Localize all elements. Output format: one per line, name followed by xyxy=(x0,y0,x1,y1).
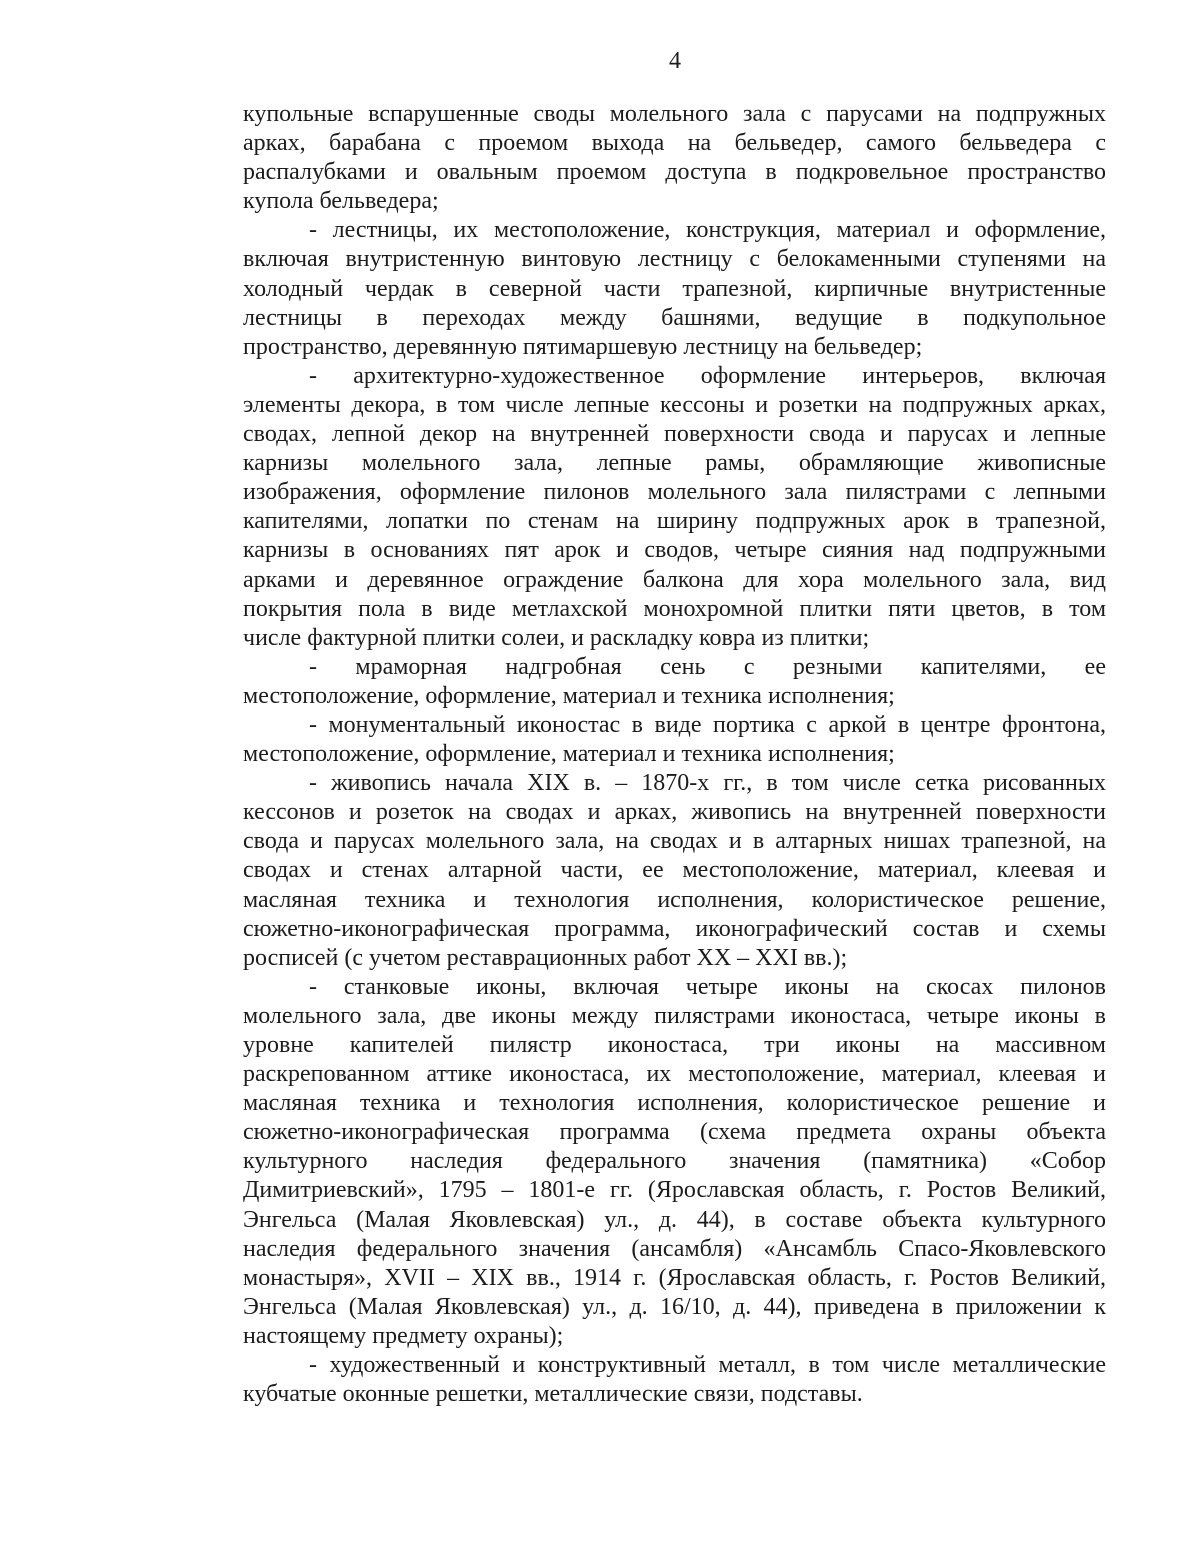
text-line: арками и деревянное ограждение балкона для хора молельного зала, вид xyxy=(243,566,1106,593)
text-line: - художественный и конструктивный металл, в том числе металлические xyxy=(309,1352,1106,1379)
text-line: распалубками и овальным проемом доступа в подкровельное пространство xyxy=(243,159,1106,186)
paragraph-metal xyxy=(243,1351,1106,1409)
text-line: холодный чердак в северной части трапезной, кирпичные внутристенные xyxy=(243,275,1106,302)
text-line: элементы декора, в том числе лепные кессоны и розетки на подпружных арках, xyxy=(243,391,1106,418)
text-line: сводах, лепной декор на внутренней поверхности свода и парусах и лепные xyxy=(243,421,1106,448)
text-line: уровне капителей пилястр иконостаса, три иконы на массивном xyxy=(243,1032,1106,1058)
text-line: Димитриевский», 1795 – 1801-е гг. (Ярославская область, г. Ростов Великий, xyxy=(243,1177,1106,1204)
text-line: свода и парусах молельного зала, на сводах и в алтарных нишах трапезной, на xyxy=(243,828,1106,855)
paragraph-iconostasis xyxy=(243,711,1106,769)
paragraph-painting xyxy=(243,769,1106,973)
text-line: - живопись начала XIX в. – 1870-х гг., в том числе сетка рисованных xyxy=(309,770,1106,797)
text-line: кубчатые оконные решетки, металлические связи, подставы. xyxy=(243,1381,863,1408)
paragraph-canopy xyxy=(243,653,1106,711)
text-line: сюжетно-иконографическая программа (схема предмета охраны объекта xyxy=(243,1119,1106,1146)
paragraph-vaults xyxy=(243,100,1106,216)
document-body xyxy=(243,100,1106,1409)
text-line: капителями, лопатки по стенам на ширину подпружных арок в трапезной, xyxy=(243,508,1106,535)
text-line: числе фактурной плитки солеи, и раскладку ковра из плитки; xyxy=(243,624,870,651)
text-line: раскрепованном аттике иконостаса, их местоположение, материал, клеевая и xyxy=(243,1061,1106,1088)
text-line: настоящему предмету охраны); xyxy=(243,1322,564,1349)
text-line: карнизы в основаниях пят арок и сводов, четыре сияния над подпружными xyxy=(243,537,1106,564)
text-line: - станковые иконы, включая четыре иконы на скосах пилонов xyxy=(309,973,1106,1000)
text-line: культурного наследия федерального значения (памятника) «Собор xyxy=(243,1148,1106,1175)
text-line: Энгельса (Малая Яковлевская) ул., д. 16/10, д. 44), приведена в приложении к xyxy=(243,1293,1106,1320)
text-line: лестницы в переходах между башнями, ведущие в подкупольное xyxy=(243,304,1106,331)
text-line: изображения, оформление пилонов молельного зала пилястрами с лепными xyxy=(243,479,1106,506)
text-line: - мраморная надгробная сень с резными капителями, ее xyxy=(309,653,1106,680)
text-line: - монументальный иконостас в виде портика с аркой в центре фронтона, xyxy=(309,711,1106,738)
text-line: включая внутристенную винтовую лестницу с белокаменными ступенями на xyxy=(243,246,1106,273)
paragraph-interiors xyxy=(243,362,1106,653)
text-line: местоположение, оформление, материал и техника исполнения; xyxy=(243,741,895,768)
text-line: масляная техника и технология исполнения, колористическое решение, xyxy=(243,886,1106,913)
paragraph-stairs xyxy=(243,216,1106,361)
text-line: Энгельса (Малая Яковлевская) ул., д. 44), в составе объекта культурного xyxy=(243,1206,1106,1233)
text-line: арках, барабана с проемом выхода на бельведер, самого бельведера с xyxy=(243,130,1106,157)
text-line: кессонов и розеток на сводах и арках, живопись на внутренней поверхности xyxy=(243,799,1106,826)
text-line: карнизы молельного зала, лепные рамы, обрамляющие живописные xyxy=(243,450,1106,477)
text-line: молельного зала, две иконы между пилястрами иконостаса, четыре иконы в xyxy=(243,1002,1106,1029)
text-line: росписей (с учетом реставрационных работ XX – XXI вв.); xyxy=(243,944,848,971)
page-number: 4 xyxy=(669,48,681,74)
text-line: местоположение, оформление, материал и техника исполнения; xyxy=(243,682,895,709)
text-line: монастыря», XVII – XIX вв., 1914 г. (Ярославская область, г. Ростов Великий, xyxy=(243,1264,1106,1291)
paragraph-icons xyxy=(243,973,1106,1351)
text-line: покрытия пола в виде метлахской монохромной плитки пяти цветов, в том xyxy=(243,595,1106,622)
text-line: пространство, деревянную пятимаршевую лестницу на бельведер; xyxy=(243,333,923,360)
text-line: сюжетно-иконографическая программа, иконографический состав и схемы xyxy=(243,915,1106,942)
text-line: наследия федерального значения (ансамбля) «Ансамбль Спасо-Яковлевского xyxy=(243,1235,1106,1262)
text-line: купольные вспарушенные своды молельного зала с парусами на подпружных xyxy=(243,101,1106,127)
text-line: - лестницы, их местоположение, конструкция, материал и оформление, xyxy=(309,217,1106,244)
text-line: купола бельведера; xyxy=(243,188,439,215)
text-line: масляная техника и технология исполнения, колористическое решение и xyxy=(243,1090,1106,1117)
text-line: сводах и стенах алтарной части, ее местоположение, материал, клеевая и xyxy=(243,857,1106,884)
text-line: - архитектурно-художественное оформление интерьеров, включая xyxy=(309,362,1106,389)
